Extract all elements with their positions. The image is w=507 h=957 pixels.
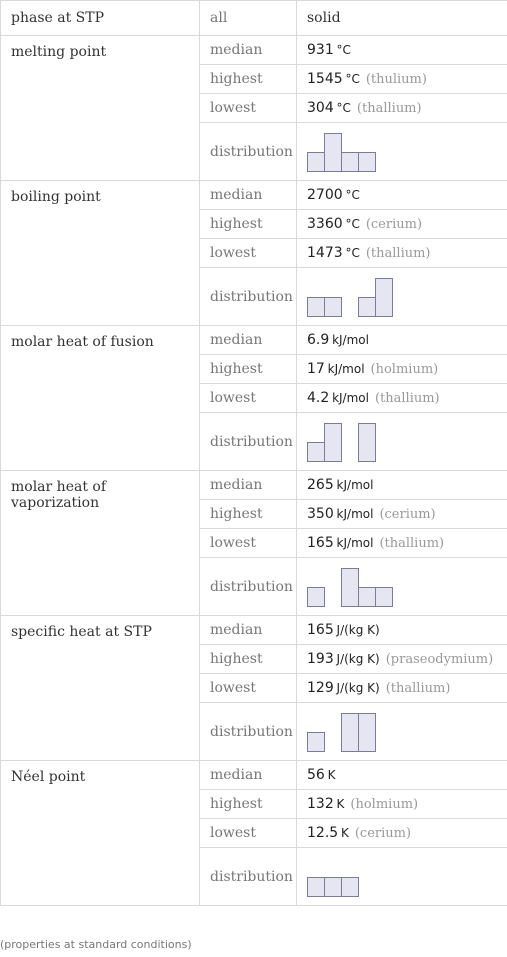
stat-label-lowest: lowest [200,674,297,703]
distribution-histogram [307,130,377,174]
distribution-cell [297,703,507,761]
distribution-histogram [307,420,377,464]
value-note: (praseodymium) [385,652,494,667]
value-number: 1473 [307,245,343,261]
value-unit: J/(kg K) [336,652,380,666]
property-row-median [1,326,507,355]
stat-value-lowest [297,94,507,123]
stat-label-distribution: distribution [200,268,297,326]
stat-label-highest: highest [200,645,297,674]
value-note: (cerium) [354,826,412,841]
histogram-bar [342,877,359,896]
stat-value-lowest [297,674,507,703]
histogram-bar [359,587,376,606]
value-unit: °C [345,188,360,202]
value-number: 6.9 [307,332,330,348]
value-note: (cerium) [365,217,423,232]
value-unit: kJ/mol [336,507,374,521]
distribution-histogram [307,855,360,899]
stat-value-median [297,761,507,790]
stat-value-median [297,326,507,355]
stat-label-lowest: lowest [200,529,297,558]
histogram-bar [308,877,325,896]
stat-value-highest [297,210,507,239]
value-number: 165 [307,622,334,638]
property-name: boiling point [1,181,200,326]
value-note: (holmium) [370,362,439,377]
value-note: (thallium) [385,681,451,696]
histogram-bar [325,133,342,171]
stat-label-median: median [200,761,297,790]
header-phase-label: phase at STP [1,1,200,36]
value-unit: °C [345,246,360,260]
property-row-median [1,616,507,645]
stat-label-distribution: distribution [200,413,297,471]
value-number: 265 [307,477,334,493]
property-row-median [1,181,507,210]
histogram-bar [342,713,359,751]
stat-label-median: median [200,326,297,355]
distribution-histogram [307,275,394,319]
value-number: 350 [307,506,334,522]
value-number: 3360 [307,216,343,232]
stat-label-highest: highest [200,355,297,384]
value-number: 304 [307,100,334,116]
value-note: (thulium) [365,72,427,87]
value-number: 193 [307,651,334,667]
stat-value-lowest [297,384,507,413]
stat-value-highest [297,500,507,529]
value-note: (cerium) [379,507,436,522]
distribution-cell [297,413,507,471]
stat-label-median: median [200,616,297,645]
stat-label-distribution: distribution [200,848,297,906]
stat-label-highest: highest [200,500,297,529]
stat-value-highest [297,790,507,819]
stat-value-highest [297,65,507,94]
value-unit: kJ/mol [327,362,365,376]
value-unit: K [340,826,349,840]
value-number: 2700 [307,187,343,203]
value-unit: J/(kg K) [336,681,380,695]
distribution-cell [297,848,507,906]
histogram-bar [308,297,325,316]
distribution-histogram [307,710,377,754]
value-note: (thallium) [356,101,422,116]
stat-label-highest: highest [200,65,297,94]
histogram-bar [359,297,376,316]
stat-label-median: median [200,181,297,210]
stat-label-distribution: distribution [200,558,297,616]
histogram-bar [308,587,325,606]
stat-value-median [297,616,507,645]
property-name: melting point [1,36,200,181]
histogram-bar [376,278,393,316]
value-number: 56 [307,767,325,783]
histogram-bar [342,152,359,171]
stat-value-median [297,36,507,65]
value-unit: J/(kg K) [336,623,380,637]
footnote: (properties at standard conditions) [0,938,192,951]
property-name: molar heat of fusion [1,326,200,471]
histogram-bar [342,568,359,606]
property-row-median [1,761,507,790]
histogram-bar [359,713,376,751]
distribution-histogram [307,565,394,609]
value-unit: °C [345,217,360,231]
value-note: (holmium) [350,797,419,812]
header-row [1,1,507,36]
value-unit: kJ/mol [336,536,374,550]
distribution-cell [297,558,507,616]
stat-value-median [297,471,507,500]
histogram-bar [308,442,325,461]
value-note: (thallium) [365,246,431,261]
value-unit: °C [345,72,360,86]
value-number: 931 [307,42,334,58]
value-number: 12.5 [307,825,339,841]
histogram-bar [325,423,342,461]
value-unit: kJ/mol [336,478,374,492]
value-number: 132 [307,796,334,812]
stat-label-lowest: lowest [200,94,297,123]
stat-label-highest: highest [200,790,297,819]
stat-value-lowest [297,239,507,268]
value-unit: °C [336,101,351,115]
value-note: (thallium) [379,536,445,551]
header-all-label: all [200,1,297,36]
property-name: specific heat at STP [1,616,200,761]
value-number: 129 [307,680,334,696]
stat-label-median: median [200,471,297,500]
stat-label-lowest: lowest [200,384,297,413]
header-solid-label: solid [297,1,507,36]
histogram-bar [376,587,393,606]
property-name: Néel point [1,761,200,906]
value-unit: kJ/mol [332,391,369,405]
stat-value-lowest [297,529,507,558]
stat-value-highest [297,355,507,384]
value-unit: K [336,797,345,811]
value-number: 17 [307,361,325,377]
value-number: 165 [307,535,334,551]
value-unit: K [327,768,336,782]
stat-label-median: median [200,36,297,65]
property-name: molar heat of vaporization [1,471,200,616]
property-row-median [1,36,507,65]
histogram-bar [325,877,342,896]
histogram-bar [325,297,342,316]
stat-label-distribution: distribution [200,123,297,181]
stat-value-median [297,181,507,210]
distribution-cell [297,268,507,326]
histogram-bar [308,152,325,171]
stat-label-highest: highest [200,210,297,239]
stat-value-highest [297,645,507,674]
property-row-median [1,471,507,500]
stat-value-lowest [297,819,507,848]
stat-label-lowest: lowest [200,239,297,268]
histogram-bar [359,152,376,171]
histogram-bar [308,732,325,751]
value-note: (thallium) [374,391,440,406]
stat-label-lowest: lowest [200,819,297,848]
value-unit: °C [336,43,351,57]
value-number: 4.2 [307,390,330,406]
value-number: 1545 [307,71,343,87]
stat-label-distribution: distribution [200,703,297,761]
distribution-cell [297,123,507,181]
value-unit: kJ/mol [332,333,369,347]
histogram-bar [359,423,376,461]
